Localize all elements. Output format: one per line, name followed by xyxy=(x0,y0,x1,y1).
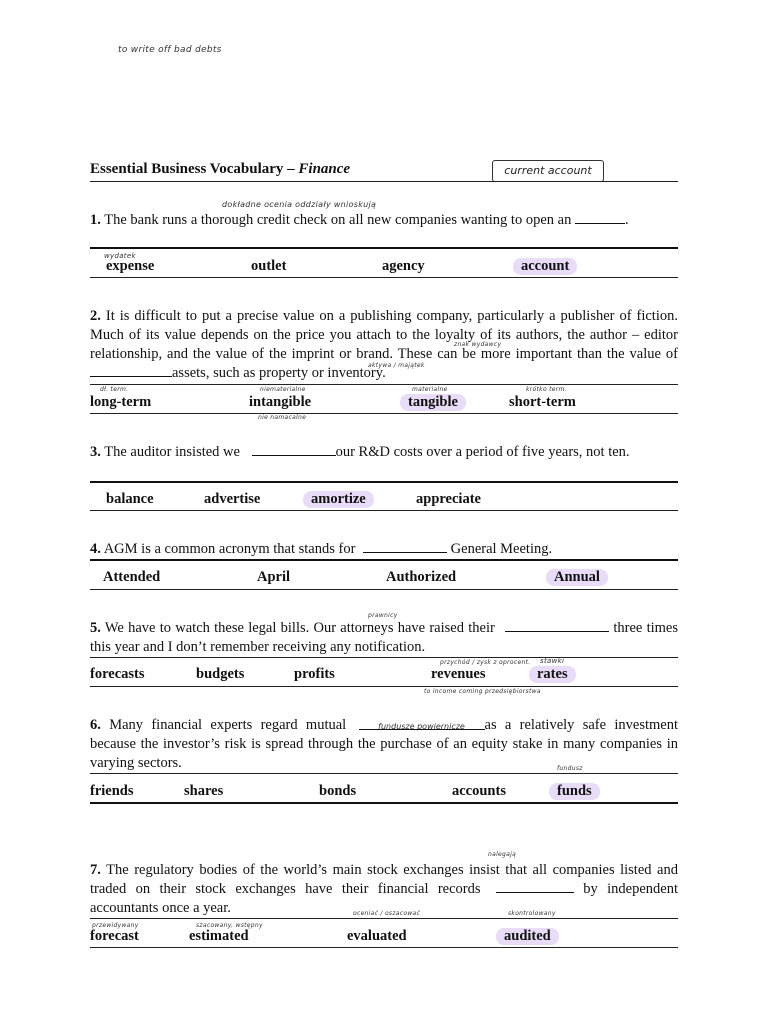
option-note-below: nie namacalne xyxy=(258,414,307,421)
question-1: 1. The bank runs a thorough credit check on all new companies wanting to open an . xyxy=(90,212,629,228)
options-rule-bottom xyxy=(90,686,678,687)
answer-blank xyxy=(496,880,574,893)
q2-annotation-1: znak wydawcy xyxy=(454,341,502,348)
question-6: 6. Many financial experts regard mutual fundusze powiernicze as a relatively safe investment because the investor’s risk is spread through the purchase of an equity stake in many companies in varying sectors. xyxy=(90,717,679,771)
option-audited-highlighted: audited xyxy=(496,928,559,945)
answer-blank xyxy=(575,211,625,224)
option-forecasts: forecasts xyxy=(90,666,145,682)
question-2: 2. It is difficult to put a precise value on a publishing company, particularly a publisher of fiction. Much of its value depends on the price you attach to the loyalty of its authors, the author – editor relationship, and the value of the imprint or brand. These can be more important than the value of assets, such as property or inventory. xyxy=(90,308,678,381)
options-rule-top xyxy=(90,384,678,385)
handwritten-note-top: to write off bad debts xyxy=(118,45,222,55)
option-accounts: accounts xyxy=(452,783,506,799)
options-rule-bottom xyxy=(90,802,678,804)
q7-annotation-2: oceniać / oszacować xyxy=(353,910,421,917)
option-tangible-highlighted: tangible xyxy=(400,394,466,411)
title-divider xyxy=(90,181,678,182)
option-long-term: long-term xyxy=(90,394,152,410)
options-rule-bottom xyxy=(90,510,678,511)
option-evaluated: evaluated xyxy=(347,928,407,944)
option-intangible: intangible xyxy=(249,394,312,410)
option-note: przewidywany xyxy=(92,922,139,929)
option-annual-highlighted: Annual xyxy=(546,569,608,586)
option-note: fundusz xyxy=(557,765,583,772)
answer-blank xyxy=(363,540,447,553)
option-forecast: forecast xyxy=(90,928,139,944)
options-rule-bottom xyxy=(90,277,678,278)
option-note: krótko term. xyxy=(526,386,567,393)
option-appreciate: appreciate xyxy=(416,491,481,507)
option-bonds: bonds xyxy=(319,783,357,799)
option-shares: shares xyxy=(184,783,224,799)
option-note: stawki xyxy=(540,657,565,665)
options-rule-top xyxy=(90,481,678,483)
option-account-highlighted: account xyxy=(513,258,577,275)
option-attended: Attended xyxy=(103,569,161,585)
option-funds-highlighted: funds xyxy=(549,783,600,800)
q1-annotation: dokładne ocenia oddziały wnioskują xyxy=(222,200,377,209)
option-revenues: revenues xyxy=(431,666,486,682)
option-note-below: to income coming przedsiębiorstwa xyxy=(424,688,541,695)
question-3: 3. The auditor insisted we our R&D costs over a period of five years, not ten. xyxy=(90,444,630,460)
q7-annotation: nalegają xyxy=(488,851,517,858)
answer-blank xyxy=(90,364,172,377)
option-amortize-highlighted: amortize xyxy=(303,491,374,508)
option-note: dł. term. xyxy=(100,386,129,393)
option-advertise: advertise xyxy=(204,491,261,507)
options-rule-top xyxy=(90,657,678,658)
options-rule-bottom xyxy=(90,947,678,948)
option-friends: friends xyxy=(90,783,134,799)
option-note: wydatek xyxy=(104,252,136,260)
option-authorized: Authorized xyxy=(386,569,457,585)
option-note: niematerialne xyxy=(260,386,306,393)
option-outlet: outlet xyxy=(251,258,287,274)
option-rates-highlighted: rates xyxy=(529,666,576,683)
option-april: April xyxy=(257,569,291,585)
options-rule-top xyxy=(90,247,678,249)
answer-blank-filled: fundusze powiernicze xyxy=(359,717,485,730)
option-agency: agency xyxy=(382,258,425,274)
answer-blank xyxy=(252,443,336,456)
options-rule-top xyxy=(90,918,678,919)
q2-annotation-2: aktywa / majątek xyxy=(368,362,425,369)
option-short-term: short-term xyxy=(509,394,576,410)
q5-annotation: prawnicy xyxy=(368,612,398,619)
option-estimated: estimated xyxy=(189,928,249,944)
option-note: materialne xyxy=(412,386,448,393)
options-rule-bottom xyxy=(90,589,678,590)
option-budgets: budgets xyxy=(196,666,245,682)
option-expense: expense xyxy=(106,258,155,274)
option-note: przychód / zysk z oprocent. xyxy=(440,659,531,666)
options-rule-top xyxy=(90,773,678,774)
option-balance: balance xyxy=(106,491,154,507)
option-note: szacowany, wstępny xyxy=(196,922,263,929)
title-subject: Finance xyxy=(298,161,351,177)
question-4: 4. AGM is a common acronym that stands for General Meeting. xyxy=(90,541,553,557)
q7-annotation-3: skontrolowany xyxy=(508,910,556,917)
options-rule-bottom xyxy=(90,413,678,414)
options-rule-top xyxy=(90,559,678,561)
question-5: 5. We have to watch these legal bills. Our attorneys have raised their three times this year and I don’t remember receiving any notification. xyxy=(90,620,678,655)
answer-blank xyxy=(505,619,609,632)
handwritten-box-note: current account xyxy=(492,160,604,182)
question-7: 7. The regulatory bodies of the world’s main stock exchanges insist that all companies listed and traded on their stock exchanges have their financial records by independent accountants once a year. xyxy=(90,862,679,916)
option-profits: profits xyxy=(294,666,335,682)
page-title: Essential Business Vocabulary – Finance xyxy=(90,161,351,177)
